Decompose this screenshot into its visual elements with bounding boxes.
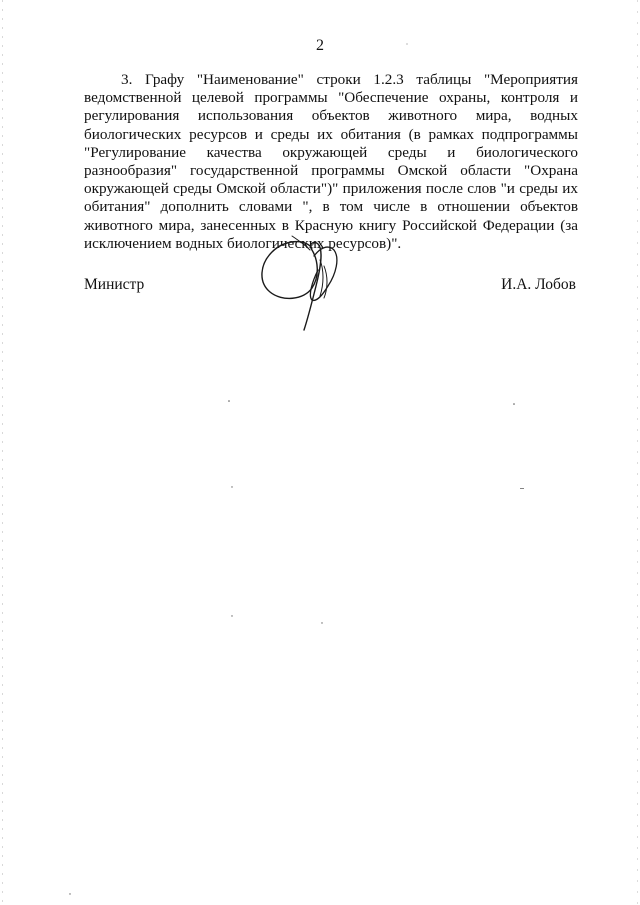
paragraph-line: обитания" дополнить словами ", в том числе в отношении объектов: [84, 198, 578, 216]
paragraph-line: регулирования использования объектов животного мира, водных: [84, 107, 578, 125]
scan-edge-right: [637, 0, 638, 905]
signer-name: И.А. Лобов: [501, 276, 576, 293]
amendment-paragraph: [84, 71, 578, 253]
handwritten-signature: [254, 230, 354, 340]
paragraph-line: окружающей среды Омской области")" приложения после слов "и среды их: [84, 180, 578, 198]
signer-position: Министр: [84, 276, 145, 293]
paragraph-line: исключением водных биологических ресурсов)".: [84, 234, 402, 252]
scan-edge-left: [2, 0, 3, 905]
paragraph-line: животного мира, занесенных в Красную книгу Российской Федерации (за: [84, 216, 578, 234]
page-number: 2: [316, 37, 324, 54]
paragraph-line: биологических ресурсов и среды их обитания (в рамках подпрограммы: [84, 125, 578, 143]
paragraph-line: разнообразия" государственной программы Омской области "Охрана: [84, 162, 578, 180]
paragraph-line: "Регулирование качества окружающей среды и биологического: [84, 143, 578, 161]
paragraph-line: 3. Графу "Наименование" строки 1.2.3 таблицы "Мероприятия: [121, 71, 578, 88]
paragraph-line: ведомственной целевой программы "Обеспечение охраны, контроля и: [84, 89, 578, 107]
